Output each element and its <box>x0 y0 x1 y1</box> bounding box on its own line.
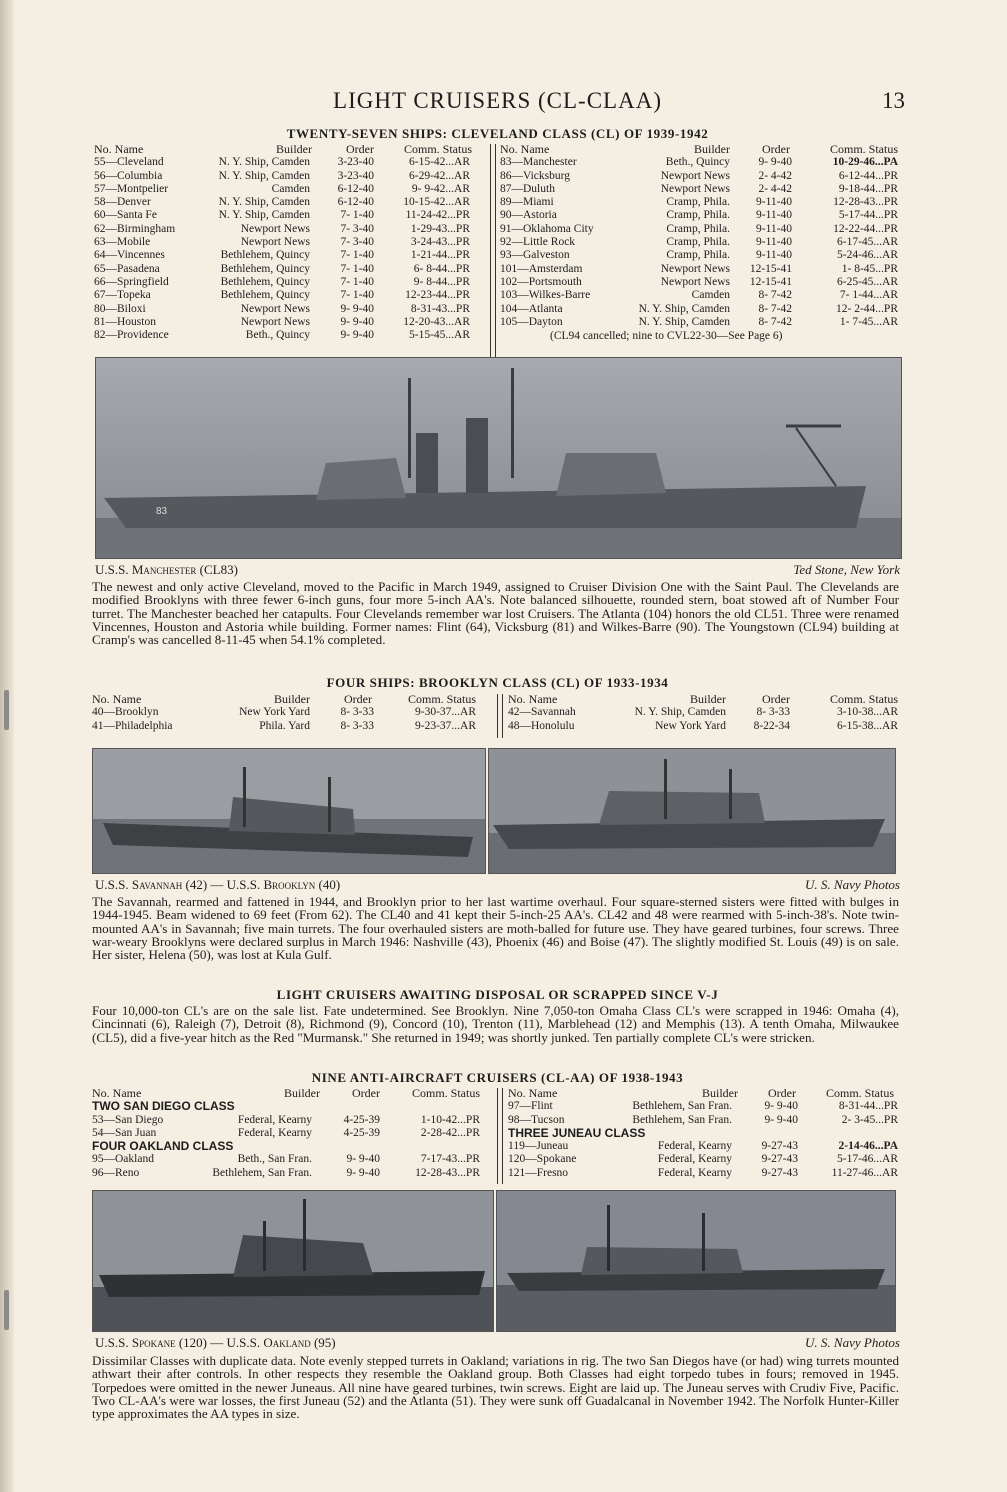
page-header <box>90 88 905 120</box>
order-date: 9- 9-40 <box>346 1166 380 1179</box>
table-header: No. Name Builder Order Comm. Status <box>500 143 898 156</box>
commission-status: 6- 8-44...PR <box>413 262 470 275</box>
ship-name: 56—Columbia <box>94 169 163 182</box>
ship-name: 60—Santa Fe <box>94 209 157 222</box>
builder: Bethlehem, San Fran. <box>632 1113 732 1126</box>
commission-status: 7-17-43...PR <box>420 1153 480 1166</box>
table-row <box>94 289 486 302</box>
table-row <box>94 249 486 262</box>
table-header: No. Name Builder Order Comm. Status <box>94 143 472 156</box>
ship-name: 98—Tucson <box>508 1113 565 1126</box>
photo-caption: U.S.S. Manchester (CL83) <box>95 562 238 577</box>
builder: Beth., San Fran. <box>237 1153 312 1166</box>
order-date: 8-22-34 <box>753 719 790 732</box>
builder: Cramp, Phila. <box>666 209 730 222</box>
order-date: 7- 1-40 <box>340 249 374 262</box>
ship-name: 91—Oklahoma City <box>500 222 594 235</box>
order-date: 9-27-43 <box>761 1140 798 1153</box>
table-row <box>508 1153 902 1166</box>
order-date: 9-27-43 <box>761 1166 798 1179</box>
commission-status: 12-20-43...AR <box>403 315 470 328</box>
table-row <box>500 170 902 183</box>
class-subheading: TWO SAN DIEGO CLASS <box>92 1099 235 1114</box>
ship-name: 101—Amsterdam <box>500 262 583 275</box>
commission-status: 1-29-43...PR <box>410 222 470 235</box>
order-date: 8- 7-42 <box>758 315 792 328</box>
ship-name: 89—Miami <box>500 196 554 209</box>
builder: N. Y. Ship, Camden <box>218 169 310 182</box>
cleveland-table-left <box>94 143 486 342</box>
order-date: 2- 4-42 <box>758 182 792 195</box>
spokane-photo <box>92 1190 494 1332</box>
oakland-photo <box>496 1190 896 1332</box>
order-date: 9-11-40 <box>756 236 792 249</box>
table-row <box>94 223 486 236</box>
ship-name: 102—Portsmouth <box>500 275 582 288</box>
table-row <box>94 196 486 209</box>
order-date: 8- 3-33 <box>340 706 374 719</box>
class-subheading: FOUR OAKLAND CLASS <box>92 1139 234 1154</box>
ship-name: 83—Manchester <box>500 156 577 169</box>
order-date: 8- 7-42 <box>758 302 792 315</box>
ship-name: 81—Houston <box>94 315 156 328</box>
builder: Newport News <box>240 302 310 315</box>
table-header: No. Name Builder Order Comm. Status <box>92 693 476 706</box>
builder: Newport News <box>660 182 730 195</box>
table-row <box>500 263 902 276</box>
aa-heading: NINE ANTI-AIRCRAFT CRUISERS (CL-AA) OF 1938-1943 <box>311 1070 684 1085</box>
table-row <box>508 1140 902 1153</box>
commission-status: 2-14-46...PA <box>838 1140 898 1153</box>
commission-status: 10-29-46...PA <box>832 156 898 169</box>
cleveland-text: The newest and only active Cleveland, moved to the Pacific in March 1949, assigned to Cruiser Division One with the Saint Paul. The Clevelands are modified Brooklyns with three fewer 6-inch guns, four more 5-inch AA's. Note balanced silhouette, rounded stern, boat stowed aft of Number Four turret. The Manchester beached her catapults. Four Clevelands remember war lost Cruisers. The Atlanta (104) honors the old CL51. Three were renamed Vincennes, Houston and Astoria while building. Former names: Flint (64), Vicksburg (81) and Wilkes-Barre (90). The Youngstown (CL94) building at Cramp's was cancelled 8-11-45 when 54.1% completed. <box>92 579 899 648</box>
ship-name: 66—Springfield <box>94 275 169 288</box>
commission-status: 9-23-37...AR <box>414 719 476 732</box>
table-row <box>94 263 486 276</box>
commission-status: 2-28-42...PR <box>420 1126 480 1139</box>
cleveland-table-right <box>500 143 902 329</box>
order-date: 8- 3-33 <box>340 719 374 732</box>
staple <box>4 1290 9 1330</box>
order-date: 7- 3-40 <box>340 236 374 249</box>
ship-name: 90—Astoria <box>500 209 557 222</box>
ship-name: 120—Spokane <box>508 1153 577 1166</box>
commission-status: 6-17-45...AR <box>836 236 898 249</box>
manchester-photo <box>95 357 902 559</box>
table-row <box>94 236 486 249</box>
builder: Federal, Kearny <box>657 1166 732 1179</box>
order-date: 4-25-39 <box>343 1113 380 1126</box>
commission-status: 6-15-38...AR <box>836 719 898 732</box>
table-row <box>94 329 486 342</box>
builder: Federal, Kearny <box>657 1153 732 1166</box>
builder: Beth., Quincy <box>245 329 310 342</box>
builder: Bethlehem, San Fran. <box>212 1166 312 1179</box>
brooklyn-table-left <box>92 693 492 733</box>
ship-name: 103—Wilkes-Barre <box>500 289 591 302</box>
table-row <box>500 249 902 262</box>
ship-name: 82—Providence <box>94 329 169 342</box>
builder: Federal, Kearny <box>657 1140 732 1153</box>
cleveland-heading: TWENTY-SEVEN SHIPS: CLEVELAND CLASS (CL) OF 1939-1942 <box>286 126 709 141</box>
order-date: 9- 9-40 <box>346 1153 380 1166</box>
order-date: 3-23-40 <box>337 169 374 182</box>
table-row <box>94 170 486 183</box>
builder: Cramp, Phila. <box>666 222 730 235</box>
builder: Cramp, Phila. <box>666 249 730 262</box>
commission-status: 9- 9-42...AR <box>411 182 470 195</box>
order-date: 12-15-41 <box>749 275 792 288</box>
manchester-caption-row <box>95 562 900 580</box>
table-row <box>94 183 486 196</box>
commission-status: 5-24-46...AR <box>836 249 898 262</box>
order-date: 7- 1-40 <box>340 275 374 288</box>
builder: Newport News <box>240 236 310 249</box>
table-row <box>500 223 902 236</box>
table-header: No. Name Builder Order Comm. Status <box>508 1087 894 1100</box>
order-date: 8- 7-42 <box>758 289 792 302</box>
order-date: 9- 9-40 <box>340 302 374 315</box>
photo-caption: U.S.S. Savannah (42) — U.S.S. Brooklyn (40) <box>95 877 341 892</box>
order-date: 9- 9-40 <box>758 156 792 169</box>
brooklyn-table-right <box>508 693 902 733</box>
table-row <box>94 209 486 222</box>
order-date: 9- 9-40 <box>764 1100 798 1113</box>
column-divider <box>497 1088 503 1184</box>
ship-name: 40—Brooklyn <box>92 706 159 719</box>
order-date: 9-11-40 <box>756 196 792 209</box>
table-row <box>508 1167 902 1180</box>
builder: N. Y. Ship, Camden <box>638 315 730 328</box>
brooklyn-caption-row <box>95 877 900 895</box>
commission-status: 9-18-44...PR <box>838 182 898 195</box>
builder: N. Y. Ship, Camden <box>218 209 310 222</box>
photo-caption: U.S.S. Spokane (120) — U.S.S. Oakland (95) <box>95 1335 336 1350</box>
ship-name: 41—Philadelphia <box>92 719 173 732</box>
ship-name: 121—Fresno <box>508 1166 569 1179</box>
commission-status: 11-24-42...PR <box>405 209 470 222</box>
builder: Federal, Kearny <box>237 1113 312 1126</box>
order-date: 9-11-40 <box>756 209 792 222</box>
disposal-heading: LIGHT CRUISERS AWAITING DISPOSAL OR SCRAPPED SINCE V-J <box>276 987 719 1002</box>
order-date: 4-25-39 <box>343 1126 380 1139</box>
photo-credit: U. S. Navy Photos <box>805 1335 900 1350</box>
builder: Newport News <box>240 315 310 328</box>
commission-status: 1- 7-45...AR <box>839 315 898 328</box>
builder: Bethlehem, Quincy <box>220 275 310 288</box>
hull-number: 83 <box>156 506 168 517</box>
ship-name: 93—Galveston <box>500 249 570 262</box>
savannah-photo <box>92 748 486 874</box>
commission-status: 1-21-44...PR <box>410 249 470 262</box>
ship-name: 57—Montpelier <box>94 182 169 195</box>
commission-status: 1- 8-45...PR <box>841 262 898 275</box>
commission-status: 9- 8-44...PR <box>413 275 470 288</box>
table-row <box>500 276 902 289</box>
commission-status: 11-27-46...AR <box>831 1166 898 1179</box>
builder: Bethlehem, Quincy <box>220 249 310 262</box>
ship-name: 64—Vincennes <box>94 249 165 262</box>
table-row <box>92 706 492 719</box>
photo-credit: U. S. Navy Photos <box>805 877 900 892</box>
order-date: 9- 9-40 <box>340 315 374 328</box>
commission-status: 8-31-44...PR <box>838 1100 898 1113</box>
table-row <box>92 1127 492 1140</box>
order-date: 6-12-40 <box>337 196 374 209</box>
ship-name: 87—Duluth <box>500 182 555 195</box>
order-date: 8- 3-33 <box>756 706 790 719</box>
brooklyn-text: The Savannah, rearmed and fattened in 1944, and Brooklyn prior to her last wartime overhaul. Four square-sterned sisters were fitted with bulges in 1944-1945. Beam widened to 69 feet (From 62). The CL40 and 41 kept their 5-inch-25 AA's. CL42 and 48 were rearmed with 5-inch-38's. Note twin-mounted AA's in Savannah; five main turrets. The four overhauled sisters are moth-balled for future use. They have geared turbines, four screws. Three war-weary Brooklyns were declared surplus in March 1946: Nashville (43), Phoenix (46) and Boise (47). The slightly modified St. Louis (49) is on sale. Her sister, Helena (50), was lost at Kula Gulf. <box>92 894 899 963</box>
order-date: 9-11-40 <box>756 222 792 235</box>
table-row <box>94 316 486 329</box>
ship-name: 48—Honolulu <box>508 719 575 732</box>
commission-status: 3-10-38...AR <box>836 706 898 719</box>
photo-credit: Ted Stone, New York <box>793 562 900 577</box>
table-row <box>500 183 902 196</box>
ship-name: 95—Oakland <box>92 1153 154 1166</box>
table-row <box>92 1153 492 1166</box>
table-row <box>500 303 902 316</box>
commission-status: 10-15-42...AR <box>403 196 470 209</box>
table-row <box>500 209 902 222</box>
ship-name: 119—Juneau <box>508 1140 569 1153</box>
table-row <box>94 156 486 169</box>
commission-status: 5-17-44...PR <box>838 209 898 222</box>
commission-status: 8-31-43...PR <box>410 302 470 315</box>
brooklyn-photo <box>488 748 896 874</box>
commission-status: 5-17-46...AR <box>836 1153 898 1166</box>
commission-status: 6-25-45...AR <box>836 275 898 288</box>
builder: Cramp, Phila. <box>666 196 730 209</box>
commission-status: 12-28-43...PR <box>415 1166 480 1179</box>
table-row <box>500 289 902 302</box>
page-number: 13 <box>882 88 905 113</box>
builder: N. Y. Ship, Camden <box>634 706 726 719</box>
builder: Federal, Kearny <box>237 1126 312 1139</box>
ship-name: 105—Dayton <box>500 315 563 328</box>
builder: Camden <box>691 289 730 302</box>
builder: Newport News <box>660 275 730 288</box>
commission-status: 6-12-44...PR <box>838 169 898 182</box>
ship-name: 42—Savannah <box>508 706 576 719</box>
ship-name: 80—Biloxi <box>94 302 146 315</box>
aa-text: Dissimilar Classes with duplicate data. Note evenly stepped turrets in Oakland; variations in rig. The two San Diegos have (or had) wing turrets mounted athwart their after controls. In other respects they resemble the Oakland group. Both Classes had eight torpedo tubes in fours; removed in 1945. Torpedoes were omitted in the newer Juneaus. All nine have geared turbines, twin screws. Eight are laid up. The Juneau serves with Crudiv Five, Pacific. Two CL-AA's were war losses, the first Juneau (52) and the Atlanta (51). They were sunk off Guadalcanal in November 1942. The Norfolk Hunter-Killer type approximates the AA types in size. <box>92 1353 899 1422</box>
ship-name: 65—Pasadena <box>94 262 160 275</box>
ship-name: 104—Atlanta <box>500 302 563 315</box>
order-date: 9- 9-40 <box>340 329 374 342</box>
commission-status: 12-22-44...PR <box>833 222 898 235</box>
table-header: No. Name Builder Order Comm. Status <box>92 1087 480 1100</box>
ship-name: 92—Little Rock <box>500 236 576 249</box>
commission-status: 5-15-45...AR <box>408 329 470 342</box>
class-subheading: THREE JUNEAU CLASS <box>508 1125 646 1140</box>
table-row <box>500 156 902 169</box>
ship-name: 53—San Diego <box>92 1113 164 1126</box>
table-row <box>508 1114 902 1127</box>
page-binding <box>0 0 14 1492</box>
ship-name: 96—Reno <box>92 1166 140 1179</box>
builder: Newport News <box>240 222 310 235</box>
table-row <box>508 1100 902 1113</box>
ship-name: 97—Flint <box>508 1100 553 1113</box>
order-date: 7- 1-40 <box>340 289 374 302</box>
page-title: LIGHT CRUISERS (CL-CLAA) <box>333 88 662 113</box>
builder: Bethlehem, San Fran. <box>632 1100 732 1113</box>
order-date: 7- 1-40 <box>340 209 374 222</box>
ship-name: 86—Vicksburg <box>500 169 571 182</box>
column-divider <box>490 144 496 372</box>
commission-status: 12- 2-44...PR <box>836 302 898 315</box>
builder: Newport News <box>660 262 730 275</box>
commission-status: 2- 3-45...PR <box>841 1113 898 1126</box>
commission-status: 6-29-42...AR <box>408 169 470 182</box>
table-header: No. Name Builder Order Comm. Status <box>508 693 898 706</box>
commission-status: 9-30-37...AR <box>414 706 476 719</box>
order-date: 9- 9-40 <box>764 1113 798 1126</box>
table-row <box>92 720 492 733</box>
commission-status: 1-10-42...PR <box>420 1113 480 1126</box>
order-date: 3-23-40 <box>337 156 374 169</box>
ship-name: 63—Mobile <box>94 236 151 249</box>
order-date: 12-15-41 <box>749 262 792 275</box>
aa-table-right <box>508 1087 902 1180</box>
column-divider <box>497 694 503 738</box>
table-row <box>500 196 902 209</box>
table-row <box>500 236 902 249</box>
commission-status: 3-24-43...PR <box>410 236 470 249</box>
builder: New York Yard <box>655 719 726 732</box>
table-row <box>500 316 902 329</box>
builder: N. Y. Ship, Camden <box>218 156 310 169</box>
cleveland-note: (CL94 cancelled; nine to CVL22-30—See Page 6) <box>550 330 783 342</box>
order-date: 9-27-43 <box>761 1153 798 1166</box>
builder: Phila. Yard <box>259 719 310 732</box>
builder: Bethlehem, Quincy <box>220 262 310 275</box>
aa-table-left <box>92 1087 492 1180</box>
table-row <box>508 706 902 719</box>
table-row <box>92 1167 492 1180</box>
builder: Newport News <box>660 169 730 182</box>
builder: Cramp, Phila. <box>666 236 730 249</box>
order-date: 2- 4-42 <box>758 169 792 182</box>
order-date: 6-12-40 <box>337 182 374 195</box>
ship-name: 62—Birmingham <box>94 222 176 235</box>
aa-caption-row <box>95 1335 900 1353</box>
disposal-text: Four 10,000-ton CL's are on the sale list. Fate undetermined. See Brooklyn. Nine 7,050-ton Omaha Class CL's were scrapped in 1946: Omaha (4), Cincinnati (6), Raleigh (7), Detroit (8), Richmond (9), Concord (10), Trenton (11), Marblehead (12) and Memphis (13). A tenth Omaha, Milwaukee (CL5), did a five-year hitch as the Red "Murmansk." She returned in 1949; was shortly junked. Ten partially complete CL's were stricken. <box>92 1003 899 1045</box>
table-row <box>94 276 486 289</box>
builder: New York Yard <box>239 706 310 719</box>
order-date: 7- 1-40 <box>340 262 374 275</box>
commission-status: 6-15-42...AR <box>408 156 470 169</box>
commission-status: 7- 1-44...AR <box>839 289 898 302</box>
commission-status: 12-23-44...PR <box>405 289 470 302</box>
order-date: 7- 3-40 <box>340 222 374 235</box>
table-row <box>94 303 486 316</box>
ship-name: 54—San Juan <box>92 1126 157 1139</box>
builder: N. Y. Ship, Camden <box>638 302 730 315</box>
ship-name: 67—Topeka <box>94 289 151 302</box>
builder: N. Y. Ship, Camden <box>218 196 310 209</box>
builder: Camden <box>271 182 310 195</box>
table-row <box>508 720 902 733</box>
builder: Bethlehem, Quincy <box>220 289 310 302</box>
brooklyn-heading: FOUR SHIPS: BROOKLYN CLASS (CL) OF 1933-1934 <box>326 675 669 690</box>
ship-name: 58—Denver <box>94 196 151 209</box>
table-row <box>92 1114 492 1127</box>
commission-status: 12-28-43...PR <box>833 196 898 209</box>
builder: Beth., Quincy <box>665 156 730 169</box>
staple <box>4 690 9 730</box>
ship-name: 55—Cleveland <box>94 156 164 169</box>
order-date: 9-11-40 <box>756 249 792 262</box>
